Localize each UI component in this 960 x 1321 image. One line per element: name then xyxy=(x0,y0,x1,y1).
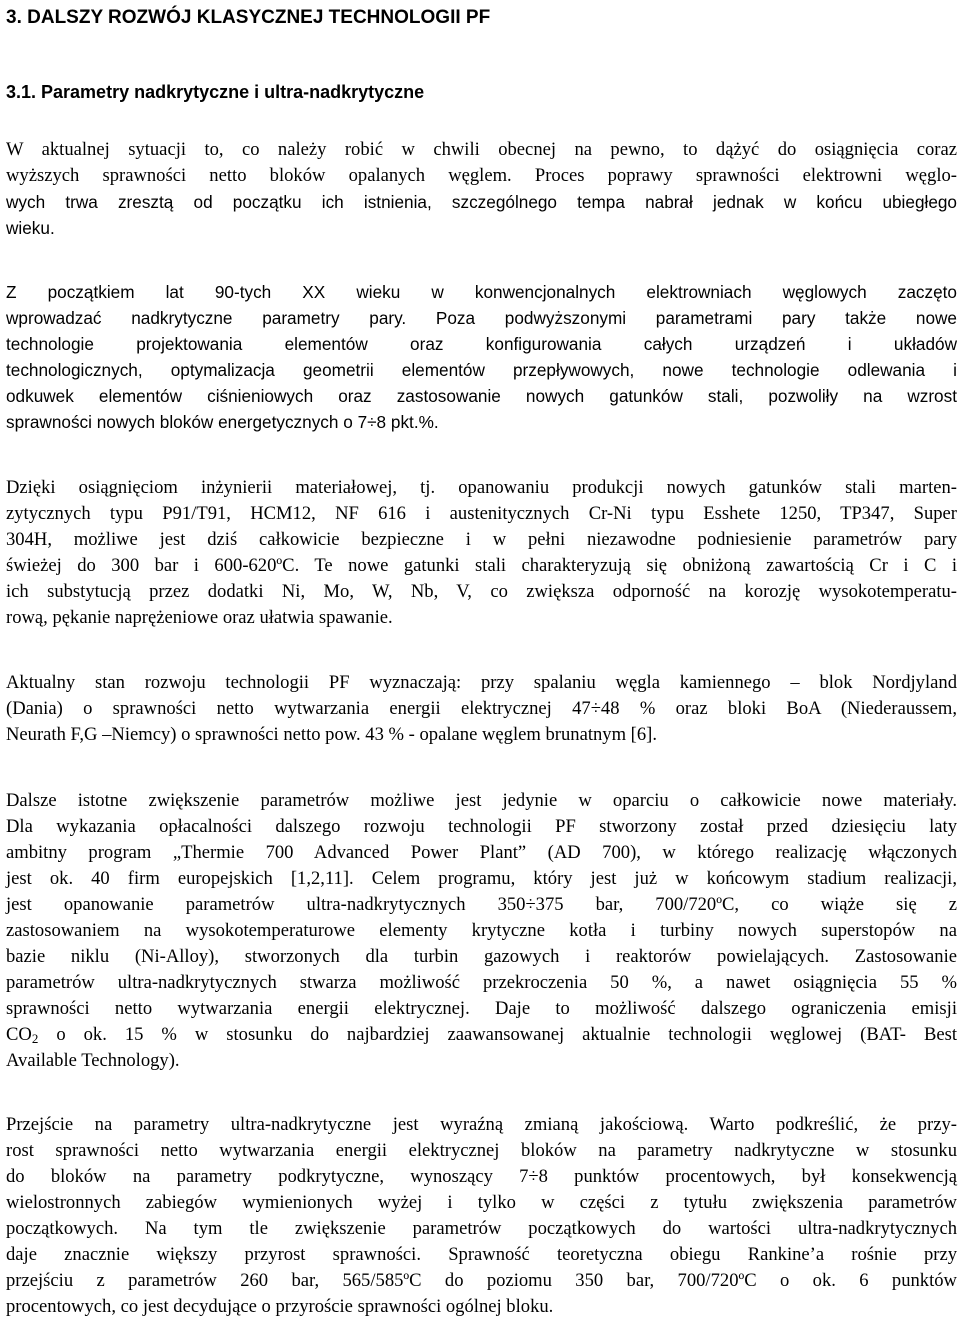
text-line: parametrów ultra-nadkrytycznych stwarza możliwość przekroczenia 50 %, a nawet osiągnięcia 55 % xyxy=(6,972,957,993)
section-heading: 3.1. Parametry nadkrytyczne i ultra-nadkrytyczne xyxy=(6,82,425,102)
text-line: bazie niklu (Ni-Alloy), stworzonych dla turbin gazowych i reaktorów powielających. Zastosowanie xyxy=(6,946,957,967)
text-line: wielostronnych zabiegów wymienionych wyżej i tylko w części z tytułu zwiększenia parametrów xyxy=(6,1192,957,1213)
text-line: rową, pękanie naprężeniowe oraz ułatwia spawanie. xyxy=(6,607,393,628)
text-line: Dalsze istotne zwiększenie parametrów możliwe jest jedynie w oparciu o całkowicie nowe materiały. xyxy=(6,790,957,811)
text-line: Aktualny stan rozwoju technologii PF wyznaczają: przy spalaniu węgla kamiennego – blok Nordjyland xyxy=(6,672,957,693)
text-line: wych trwa zresztą od początku ich istnienia, szczególnego tempa nabrał jednak w końcu ubiegłego xyxy=(6,192,957,212)
text-line: Z początkiem lat 90-tych XX wieku w konwencjonalnych elektrowniach węglowych zaczęto xyxy=(6,282,957,302)
paragraph-intro xyxy=(6,137,957,241)
paragraph-materials xyxy=(6,475,957,631)
text-line: sprawności nowych bloków energetycznych o 7÷8 pkt.%. xyxy=(6,412,439,432)
text-line: Dzięki osiągnięciom inżynierii materiałowej, tj. opanowaniu produkcji nowych gatunków stali marten- xyxy=(6,477,957,498)
text-line: ambitny program „Thermie 700 Advanced Power Plant” (AD 700), w którego realizację włączonych xyxy=(6,842,957,863)
text-line: początkowych. Na tym tle zwiększenie parametrów początkowych do wartości ultra-nadkrytycznych xyxy=(6,1218,957,1239)
paragraph-ad700 xyxy=(6,788,957,1074)
paragraph-ultra-supercritical xyxy=(6,1112,957,1320)
paragraph-supercritical xyxy=(6,279,957,435)
text-line: (Dania) o sprawności netto wytwarzania energii elektrycznej 47÷48 % oraz bloki BoA (Niederaussem, xyxy=(6,698,957,719)
text-line: sprawności netto wytwarzania energii elektrycznej. Daje to możliwość dalszego ograniczenia emisji xyxy=(6,998,957,1019)
text-line: wprowadzać nadkrytyczne parametry pary. Poza podwyższonymi parametrami pary także nowe xyxy=(6,308,957,328)
text-line: technologie projektowania elementów oraz konfigurowania całych urządzeń i układów xyxy=(6,334,957,354)
text-line: jest opanowanie parametrów ultra-nadkrytycznych 350÷375 bar, 700/720ºC, co wiąże się z xyxy=(6,894,957,915)
text-line-part: wyższych sprawności netto bloków opalanych węglem. Proces poprawy sprawności elektrowni węglo- xyxy=(6,165,957,186)
text-line: wieku. xyxy=(6,218,55,238)
text-line: Dla wykazania opłacalności dalszego rozwoju technologii PF stworzony został przed dziesięciu laty xyxy=(6,816,957,837)
text-line: zastosowaniem na wysokotemperaturowe elementy krytyczne kotła i turbiny nowych superstopów na xyxy=(6,920,957,941)
text-line: 304H, możliwe jest dziś całkowicie bezpieczne i w pełni niezawodne podniesienie parametrów pary xyxy=(6,529,957,550)
paragraph-current-state xyxy=(6,670,957,748)
text-line: rost sprawności netto wytwarzania energii elektrycznej bloków na parametry nadkrytyczne w stosunku xyxy=(6,1140,957,1161)
text-line: zytycznych typu P91/T91, HCM12, NF 616 i austenitycznych Cr-Ni typu Esshete 1250, TP347, Super xyxy=(6,503,957,524)
text-line: W aktualnej sytuacji to, co należy robić w chwili obecnej na pewno, to dążyć do osiągnięcia coraz xyxy=(6,139,957,160)
text-line: jest ok. 40 firm europejskich [1,2,11]. Celem programu, który jest już w końcowym stadium realizacji, xyxy=(6,868,957,889)
text-line: daje znacznie większy przyrost sprawności. Sprawność teoretyczna obiegu Rankine’a rośnie przy xyxy=(6,1244,957,1265)
text-line: ich substytucją przez dodatki Ni, Mo, W, Nb, V, co zwiększa odporność na korozję wysokotemperatu- xyxy=(6,581,957,602)
text-line: Available Technology). xyxy=(6,1050,180,1071)
co2-formula: $CO_2$ xyxy=(6,1024,39,1046)
text-line xyxy=(6,163,957,189)
text-line: odkuwek elementów ciśnieniowych oraz zastosowanie nowych gatunków stali, pozwoliły na wzrost xyxy=(6,386,957,406)
text-line: procentowych, co jest decydujące o przyroście sprawności ogólnej bloku. xyxy=(6,1296,554,1317)
text-line-co2: $CO_2$ o ok. 15 % w stosunku do najbardziej zaawansowanej aktualnie technologii węglowej (BAT- Best xyxy=(6,1024,957,1046)
text-line: technologicznych, optymalizacja geometrii elementów przepływowych, nowe technologie odlewania i xyxy=(6,360,957,380)
text-line: do bloków na parametry podkrytyczne, wynoszący 7÷8 punktów procentowych, był konsekwencją xyxy=(6,1166,957,1187)
text-line: Przejście na parametry ultra-nadkrytyczne jest wyraźną zmianą jakościową. Warto podkreślić, że przy- xyxy=(6,1114,957,1135)
text-line: Neurath F,G –Niemcy) o sprawności netto pow. 43 % - opalane węglem brunatnym [6]. xyxy=(6,724,658,745)
chapter-heading: 3. DALSZY ROZWÓJ KLASYCZNEJ TECHNOLOGII PF xyxy=(6,7,491,28)
text-line: świeżej do 300 bar i 600-620ºC. Te nowe gatunki stali charakteryzują się obniżoną zawartością Cr i C i xyxy=(6,555,957,576)
text-line: przejściu z parametrów 260 bar, 565/585ºC do poziomu 350 bar, 700/720ºC o ok. 6 punktów xyxy=(6,1270,957,1291)
